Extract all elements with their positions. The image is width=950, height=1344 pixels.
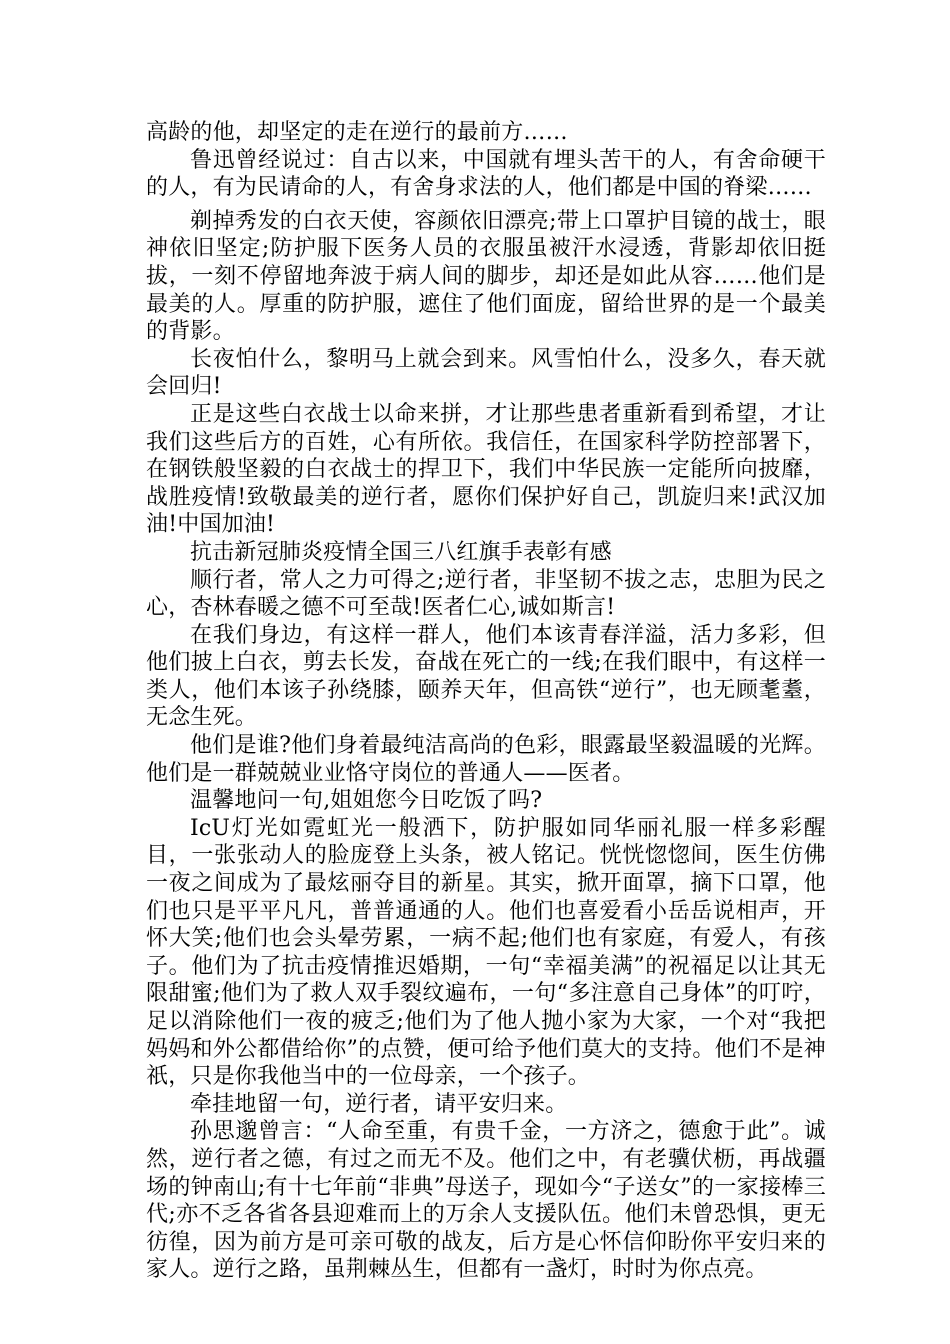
- paragraph-long-night: 长夜怕什么，黎明马上就会到来。风雪怕什么，没多久，春天就会回归!: [146, 346, 826, 400]
- paragraph-greeting: 温馨地问一句,姐姐您今日吃饭了吗?: [190, 788, 543, 814]
- section-title: 抗击新冠肺炎疫情全国三八红旗手表彰有感: [190, 539, 612, 565]
- paragraph-around-us: 在我们身边，有这样一群人，他们本该青春洋溢，活力多彩，但他们披上白衣，剪去长发，奋战在死亡的一线;在我们眼中，有这样一类人，他们本该子孙绕膝，颐养天年，但高铁“逆行”，也无顾耄耋，无念生死。: [146, 622, 826, 731]
- paragraph-sun-simiao: 孙思邈曾言：“人命至重，有贵千金，一方济之，德愈于此”。诚然，逆行者之德，有过之而无不及。他们之中，有老骥伏枥，再战疆场的钟南山;有十七年前“非典”母送子，现如今“子送女”的一家接棒三代;亦不乏各省各县迎难而上的万余人支援队伍。他们未曾恐惧，更无彷徨，因为前方是可亲可敬的战友，后方是心怀信仰盼你平安归来的家人。逆行之路，虽荆棘丛生，但都有一盏灯，时时为你点亮。: [146, 1119, 826, 1283]
- paragraph-continuation: 高龄的他，却坚定的走在逆行的最前方……: [146, 120, 568, 145]
- paragraph-white-angels: 剃掉秀发的白衣天使，容颜依旧漂亮;带上口罩护目镜的战士，眼神依旧坚定;防护服下医务人员的衣服虽被汗水浸透，背影却依旧挺拔，一刻不停留地奔波于病人间的脚步，却还是如此从容……他们是最美的人。厚重的防护服，遮住了他们面庞，留给世界的是一个最美的背影。: [146, 208, 826, 345]
- paragraph-who-are-they: 他们是谁?他们身着最纯洁高尚的色彩，眼露最坚毅温暖的光辉。他们是一群兢兢业业恪守岗位的普通人——医者。: [146, 733, 826, 786]
- paragraph-come-home: 牵挂地留一句，逆行者，请平安归来。: [190, 1091, 568, 1117]
- paragraph-luxun-quote: 鲁迅曾经说过：自古以来，中国就有埋头苦干的人，有舍命硬干的人，有为民请命的人，有舍身求法的人，他们都是中国的脊梁……: [146, 147, 826, 201]
- paragraph-tribute: 正是这些白衣战士以命来拼，才让那些患者重新看到希望，才让我们这些后方的百姓，心有所依。我信任，在国家科学防控部署下，在钢铁般坚毅的白衣战士的捍卫下，我们中华民族一定能所向披靡，战胜疫情!致敬最美的逆行者，愿你们保护好自己，凯旋归来!武汉加油!中国加油!: [146, 401, 826, 538]
- document-body: [146, 119, 826, 1284]
- paragraph-retrograde: 顺行者，常人之力可得之;逆行者，非坚韧不拔之志，忠胆为民之心，杏林春暖之德不可至哉!医者仁心,诚如斯言!: [146, 567, 826, 621]
- paragraph-icu: IcU灯光如霓虹光一般洒下，防护服如同华丽礼服一样多彩醒目，一张张动人的脸庞登上头条，被人铭记。恍恍惚惚间，医生仿佛一夜之间成为了最炫丽夺目的新星。其实，掀开面罩，摘下口罩，他们也只是平平凡凡，普普通通的人。他们也喜爱看小岳岳说相声，开怀大笑;他们也会头晕劳累，一病不起;他们也有家庭，有爱人，有孩子。他们为了抗击疫情推迟婚期，一句“幸福美满”的祝福足以让其无限甜蜜;他们为了救人双手裂纹遍布，一句“多注意自己身体”的叮咛，足以消除他们一夜的疲乏;他们为了他人抛小家为大家，一个对“我把妈妈和外公都借给你”的点赞，便可给予他们莫大的支持。他们不是神祇，只是你我他当中的一位母亲，一个孩子。: [146, 815, 826, 1090]
